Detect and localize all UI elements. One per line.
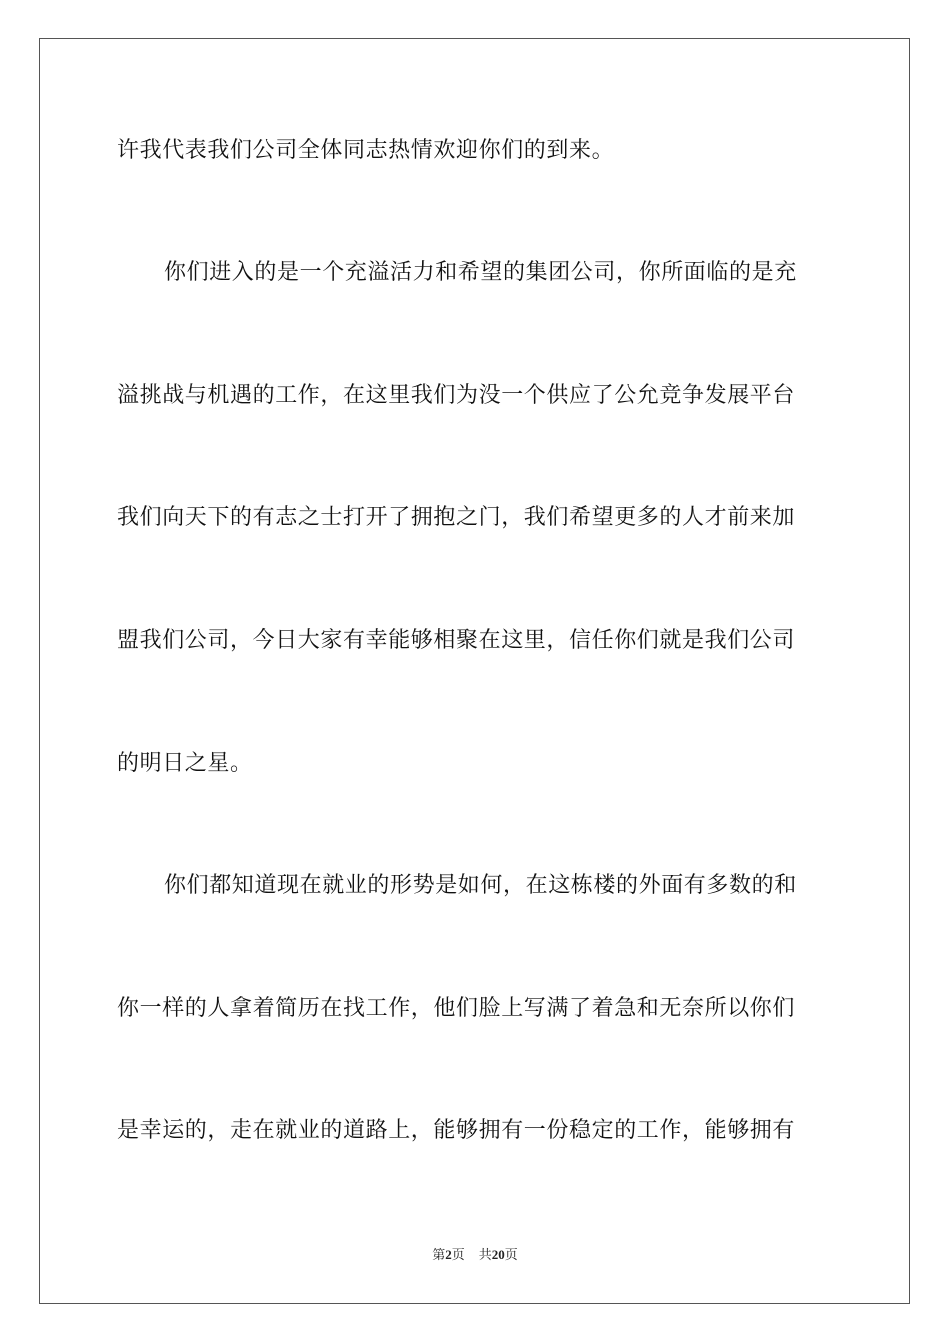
text-line: 许我代表我们公司全体同志热情欢迎你们的到来。	[117, 138, 615, 163]
paragraph-first-line: 你们都知道现在就业的形势是如何，在这栋楼的外面有多数的和	[164, 873, 797, 898]
text-line: 是幸运的，走在就业的道路上，能够拥有一份稳定的工作，能够拥有	[117, 1118, 796, 1143]
text-line: 我们向天下的有志之士打开了拥抱之门，我们希望更多的人才前来加	[117, 505, 796, 530]
page-footer	[0, 1246, 950, 1264]
text-line: 你一样的人拿着简历在找工作，他们脸上写满了着急和无奈所以你们	[117, 996, 796, 1021]
paragraph-first-line: 你们进入的是一个充溢活力和希望的集团公司，你所面临的是充	[164, 260, 797, 285]
total-page-count: 20	[491, 1247, 505, 1262]
page-label-suffix: 页	[451, 1247, 465, 1262]
text-line: 溢挑战与机遇的工作，在这里我们为没一个供应了公允竞争发展平台	[117, 383, 796, 408]
page-border	[39, 38, 910, 1304]
text-line: 的明日之星。	[117, 751, 253, 776]
total-label-prefix: 共	[478, 1247, 492, 1262]
total-label-suffix: 页	[504, 1247, 518, 1262]
current-page-number: 2	[445, 1247, 452, 1262]
text-line: 盟我们公司，今日大家有幸能够相聚在这里，信任你们就是我们公司	[117, 628, 796, 653]
page-label-prefix: 第	[432, 1247, 446, 1262]
